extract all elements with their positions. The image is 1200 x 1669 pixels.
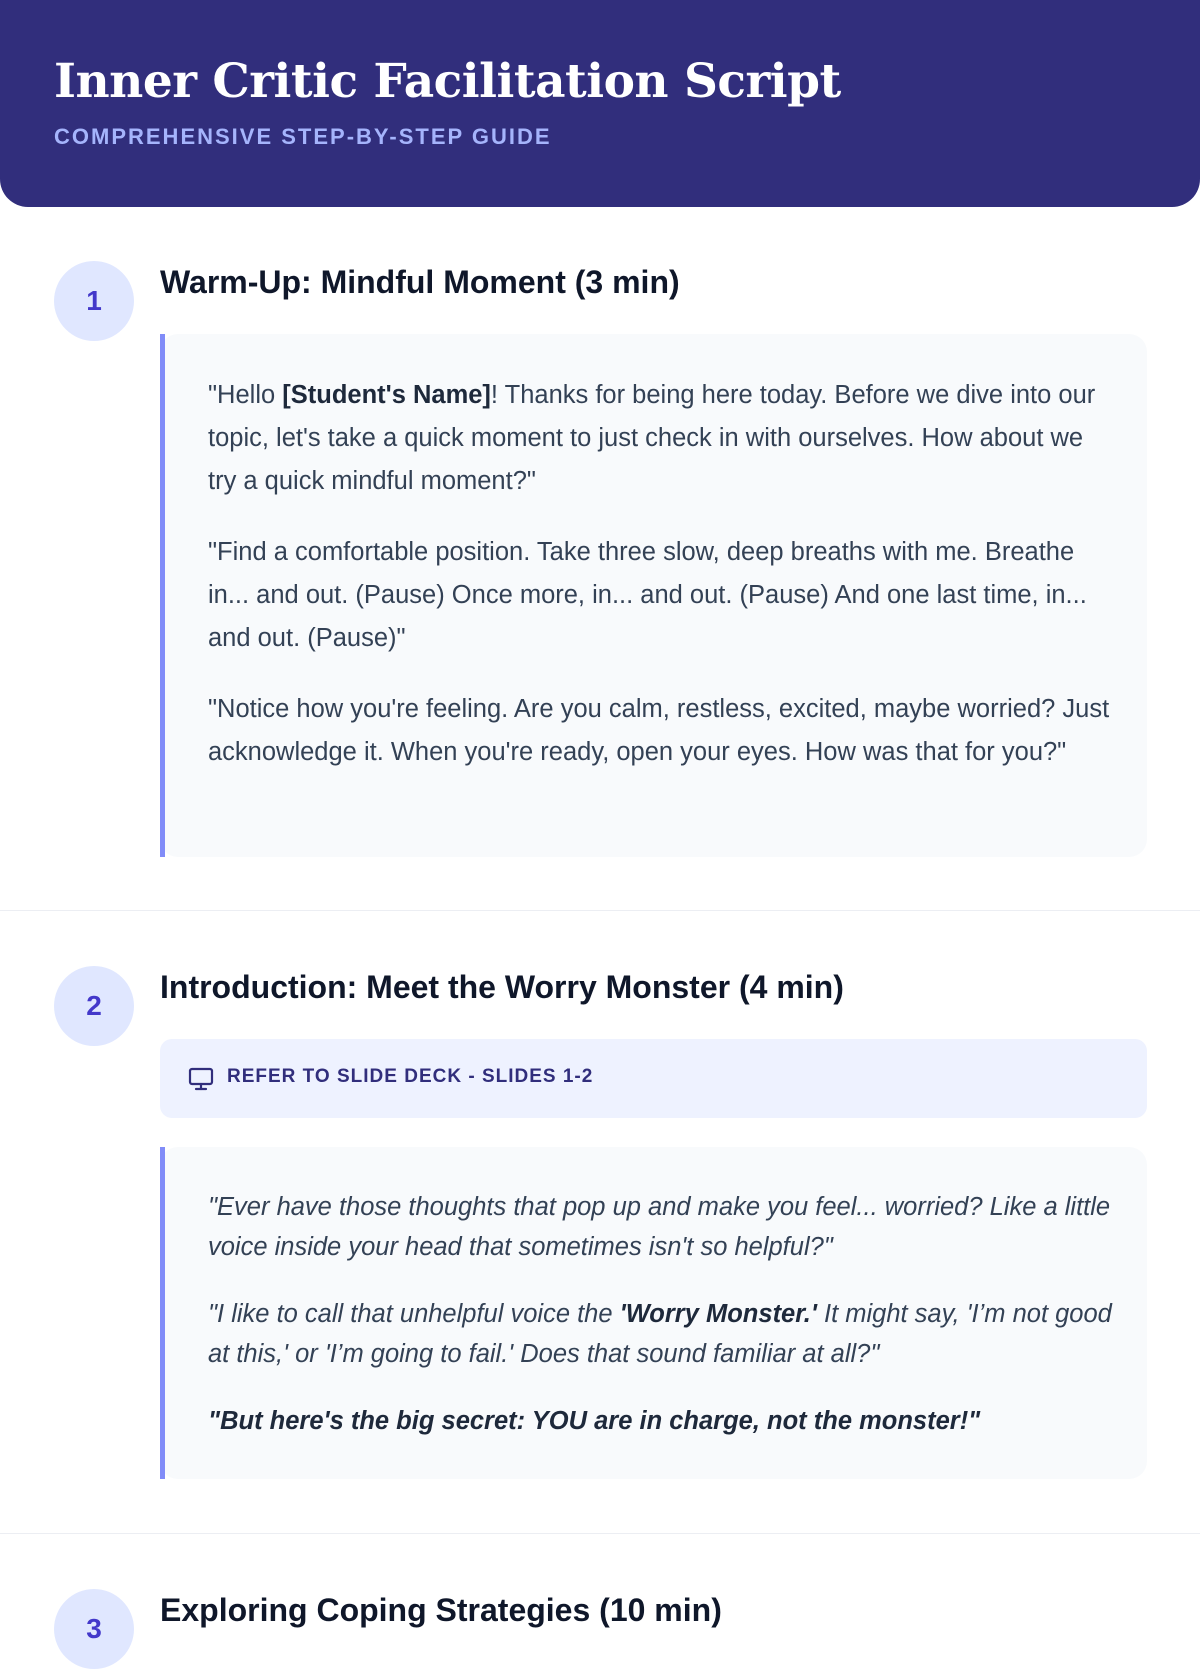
- page-title: Inner Critic Facilitation Script: [54, 54, 841, 109]
- script-box: [160, 334, 1147, 857]
- step-number-badge: 1: [54, 261, 134, 341]
- page-subtitle: COMPREHENSIVE STEP-BY-STEP GUIDE: [54, 124, 552, 149]
- section-divider: [0, 1533, 1200, 1534]
- slide-deck-label: REFER TO SLIDE DECK - SLIDES 1-2: [227, 1066, 594, 1087]
- step-number-badge: 2: [54, 966, 134, 1046]
- page-header: [0, 0, 1200, 207]
- step-number-badge: 3: [54, 1589, 134, 1669]
- worry-monster-term: 'Worry Monster.': [619, 1300, 817, 1328]
- script-paragraph: "I like to call that unhelpful voice the 'Worry Monster.' It might say, 'I’m not good at this,' or 'I’m going to fail.' Does that sound familiar at all?": [208, 1300, 1112, 1368]
- script-paragraph: "Find a comfortable position. Take three slow, deep breaths with me. Breathe in... and out. (Pause) Once more, in... and out. (Pause) And one last time, in... and out. (Pause)": [208, 538, 1087, 652]
- monitor-icon: [188, 1067, 214, 1096]
- section-divider: [0, 910, 1200, 911]
- script-paragraph: "Notice how you're feeling. Are you calm, restless, excited, maybe worried? Just acknowledge it. When you're ready, open your eyes. How was that for you?": [208, 695, 1110, 766]
- step-title: Exploring Coping Strategies (10 min): [160, 1592, 722, 1628]
- script-paragraph: "Ever have those thoughts that pop up and make you feel... worried? Like a little voice inside your head that sometimes isn't so helpful?": [208, 1193, 1111, 1261]
- script-paragraph: [208, 1401, 1118, 1441]
- key-message: "But here's the big secret: YOU are in charge, not the monster!": [208, 1407, 981, 1435]
- step-title: Introduction: Meet the Worry Monster (4 min): [160, 969, 844, 1005]
- script-box: [160, 1147, 1147, 1479]
- student-name-placeholder: [Student's Name]: [282, 381, 491, 409]
- slide-deck-note: [160, 1039, 1147, 1118]
- script-paragraph: "Hello [Student's Name]! Thanks for being here today. Before we dive into our topic, let's take a quick moment to just check in with ourselves. How about we try a quick mindful moment?": [208, 381, 1096, 495]
- step-title: Warm-Up: Mindful Moment (3 min): [160, 264, 680, 300]
